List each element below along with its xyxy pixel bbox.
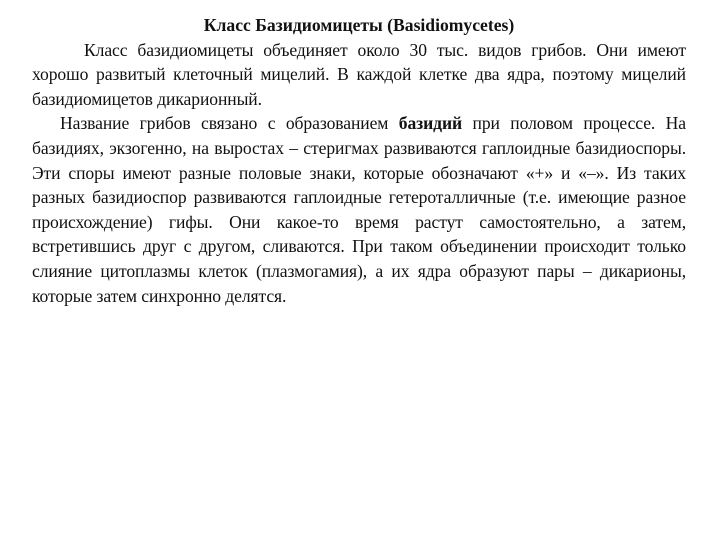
paragraph-2-start: Название грибов связано с образованием — [60, 113, 399, 134]
basidia-term: базидий — [398, 113, 463, 134]
paragraph-1: Класс базидиомицеты объединяет около 30 тыс. видов грибов. Они имеют хорошо развитый клеточный мицелий. В каждой клетке два ядра, поэтому мицелий базидиомицетов дикарионный. — [32, 39, 686, 109]
document-title: Класс Базидиомицеты (Basidiomycetes) — [203, 15, 515, 35]
text-block — [32, 13, 686, 308]
paragraph-2-rest: при половом процессе. На базидиях, экзогенно, на выростах – стеригмах развиваются гаплоидные базидиоспоры. Эти споры имеют разные половые знаки, которые обозначают «+» и «–». Из таких разных базидиоспор развиваются гаплоидные гетероталличные (т.е. имеющие разное происхождение) гифы. Они какое-то время растут самостоятельно, а затем, встретившись друг с другом, сливаются. При таком объединении происходит только слияние цитоплазмы клеток (плазмогамия), а их ядра образуют пары – дикарионы, которые затем синхронно делятся. — [32, 113, 686, 306]
paragraph-2 — [32, 111, 686, 308]
